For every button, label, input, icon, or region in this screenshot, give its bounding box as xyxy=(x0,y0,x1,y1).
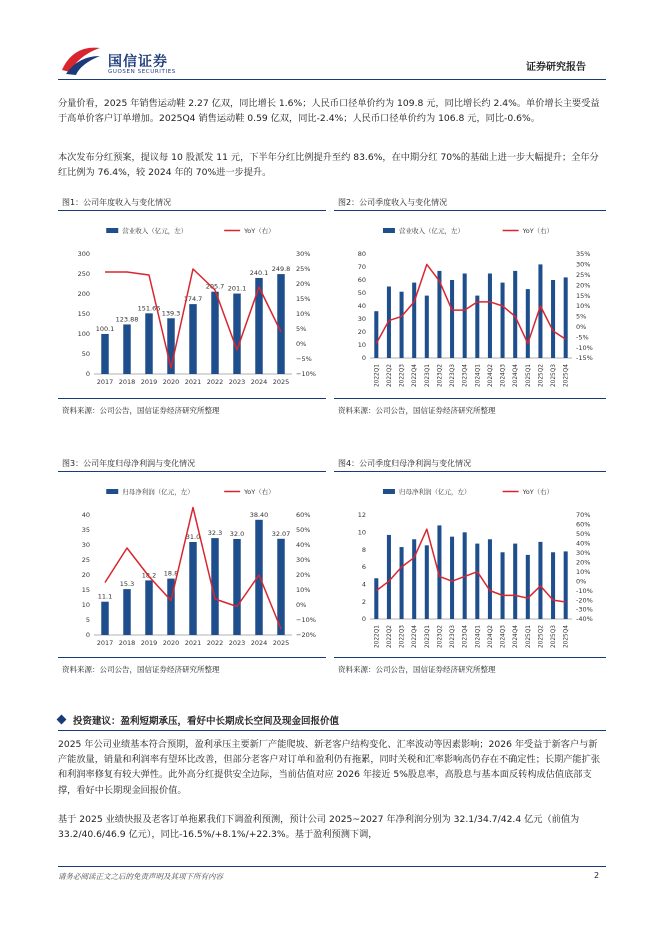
y-right-tick-label: −20% xyxy=(296,631,316,640)
y-left-tick-label: 30 xyxy=(357,315,366,324)
y-left-tick-label: 60 xyxy=(357,276,366,285)
y-right-tick-label: 20% xyxy=(576,281,591,290)
bar-data-label: 240.1 xyxy=(249,268,269,277)
legend-bar-swatch xyxy=(106,489,118,494)
legend-bar-label: 归母净利润（亿元，左） xyxy=(398,488,471,496)
x-tick-label: 2024Q4 xyxy=(513,364,520,388)
figure-3-chart xyxy=(58,475,326,655)
y-right-tick-label: 5% xyxy=(296,325,307,334)
y-right-tick-label: -10% xyxy=(576,343,593,352)
y-right-tick-label: -10% xyxy=(576,586,593,595)
y-right-tick-label: 30% xyxy=(576,260,591,269)
x-tick-label: 2020 xyxy=(162,378,180,386)
figure-3-rule xyxy=(58,471,326,472)
y-right-tick-label: 10% xyxy=(296,310,311,319)
y-left-tick-label: 80 xyxy=(357,250,366,259)
y-left-tick-label: 200 xyxy=(77,290,90,299)
y-right-tick-label: 20% xyxy=(576,558,591,567)
y-right-tick-label: -5% xyxy=(576,333,589,342)
x-tick-label: 2024Q3 xyxy=(500,364,507,388)
legend-line-label: YoY（右） xyxy=(522,488,554,496)
bar xyxy=(387,535,391,619)
bar-data-label: 11.1 xyxy=(97,592,113,601)
y-left-tick-label: 35 xyxy=(81,526,90,535)
y-right-tick-label: 50% xyxy=(296,526,311,535)
x-tick-label: 2024Q1 xyxy=(475,625,482,649)
y-right-tick-label: -15% xyxy=(576,354,593,363)
bar xyxy=(450,280,454,358)
y-right-tick-label: 30% xyxy=(296,556,311,565)
section-title-text: 投资建议：盈利短期承压，看好中长期成长空间及现金回报价值 xyxy=(73,716,340,727)
section-rule xyxy=(58,730,606,731)
y-right-tick-label: 0% xyxy=(576,323,587,331)
bar-data-label: 32.0 xyxy=(229,530,245,538)
x-tick-label: 2024Q2 xyxy=(487,625,494,649)
bar xyxy=(501,552,505,619)
x-tick-label: 2022Q4 xyxy=(412,364,419,388)
y-right-tick-label: 20% xyxy=(296,571,311,580)
x-tick-label: 2022Q3 xyxy=(399,364,406,388)
x-tick-label: 2021 xyxy=(184,639,202,647)
paragraph-dividend xyxy=(58,150,606,180)
x-tick-label: 2022 xyxy=(206,639,224,647)
bar-data-label: 139.3 xyxy=(161,309,181,318)
legend-bar-swatch xyxy=(383,489,395,494)
bar-data-label: 18.8 xyxy=(163,569,179,578)
bar-data-label: 201.1 xyxy=(227,284,247,293)
page-number: 2 xyxy=(594,871,600,880)
y-right-tick-label: 0% xyxy=(576,577,587,586)
y-left-tick-label: 10 xyxy=(357,528,366,537)
bar xyxy=(513,544,517,619)
y-right-tick-label: 10% xyxy=(576,302,591,311)
bar-data-label: 32.3 xyxy=(207,529,223,538)
bar xyxy=(277,539,284,635)
bar xyxy=(526,289,530,358)
y-left-tick-label: 0 xyxy=(361,354,366,363)
figure-3-bottom-rule xyxy=(58,657,326,658)
legend-line-label: YoY（右） xyxy=(522,227,554,235)
x-tick-label: 2023 xyxy=(228,378,246,386)
bar-data-label: 100.1 xyxy=(95,324,115,333)
figure-4-title: 图4：公司季度归母净利润与变化情况 xyxy=(338,459,472,468)
y-left-tick-label: 10 xyxy=(357,341,366,350)
x-tick-label: 2023Q1 xyxy=(424,364,431,388)
x-tick-label: 2023Q4 xyxy=(462,625,469,649)
bar xyxy=(501,283,505,358)
figure-4-source: 资料来源：公司公告，国信证券经济研究所整理 xyxy=(338,665,496,674)
figure-3-title: 图3：公司年度归母净利润与变化情况 xyxy=(62,459,196,468)
legend-bar-swatch xyxy=(383,228,395,233)
x-tick-label: 2019 xyxy=(140,639,158,647)
x-tick-label: 2025Q4 xyxy=(563,625,570,649)
bar xyxy=(233,294,240,374)
bar xyxy=(450,537,454,619)
bar xyxy=(123,589,130,635)
y-left-tick-label: 25 xyxy=(81,556,90,565)
figure-2-bottom-rule xyxy=(334,398,606,399)
bar xyxy=(538,542,542,619)
y-left-tick-label: 4 xyxy=(361,580,366,589)
bar xyxy=(145,580,152,635)
x-tick-label: 2025Q2 xyxy=(538,364,545,388)
logo-name: 国信证券 xyxy=(108,54,168,70)
bar xyxy=(400,547,404,619)
y-left-tick-label: 0 xyxy=(361,615,366,624)
y-left-tick-label: 50 xyxy=(357,289,366,298)
y-left-tick-label: 0 xyxy=(85,631,90,640)
y-right-tick-label: 15% xyxy=(296,295,311,304)
figure-3-source: 资料来源：公司公告，国信证券经济研究所整理 xyxy=(62,665,220,674)
section-paragraph-2 xyxy=(58,812,606,842)
y-right-tick-label: −5% xyxy=(296,355,312,364)
bar xyxy=(425,545,429,619)
y-left-tick-label: 12 xyxy=(357,511,366,520)
bar-data-label: 32.07 xyxy=(271,529,291,538)
figure-2-title: 图2：公司季度收入与变化情况 xyxy=(338,198,448,207)
x-tick-label: 2022Q3 xyxy=(399,625,406,649)
figure-4-chart xyxy=(334,475,606,655)
bar xyxy=(488,539,492,619)
x-tick-label: 2022Q2 xyxy=(386,364,393,388)
x-tick-label: 2024Q2 xyxy=(487,364,494,388)
bar xyxy=(425,296,429,358)
x-tick-label: 2023Q3 xyxy=(450,625,457,649)
bullet-diamond-icon xyxy=(57,715,67,725)
y-left-tick-label: 20 xyxy=(357,328,366,337)
x-tick-label: 2022 xyxy=(206,378,224,386)
report-type: 证券研究报告 xyxy=(526,62,586,73)
figure-2-chart xyxy=(334,214,606,394)
x-tick-label: 2017 xyxy=(96,378,114,386)
legend-line-label: YoY（右） xyxy=(244,488,275,496)
header xyxy=(0,0,662,80)
x-tick-label: 2019 xyxy=(140,378,158,386)
paragraph-text: 本次发布分红预案，提议每 10 股派发 11 元，下半年分红比例提升至约 83.6%，在中期分红 70%的基础上进一步大幅提升；全年分红比例为 76.4%，较 2024 年的 70%进一步提升。 xyxy=(58,152,599,179)
bar-data-label: 151.66 xyxy=(137,304,161,313)
bar-data-label: 205.7 xyxy=(205,282,225,291)
y-right-tick-label: 10% xyxy=(296,586,311,595)
x-tick-label: 2018 xyxy=(118,639,136,647)
x-tick-label: 2017 xyxy=(96,639,114,647)
y-left-tick-label: 100 xyxy=(77,330,90,339)
y-left-tick-label: 6 xyxy=(361,563,366,572)
bar xyxy=(374,578,378,619)
y-right-tick-label: 40% xyxy=(296,541,311,550)
y-left-tick-label: 8 xyxy=(361,545,366,554)
bar xyxy=(526,555,530,619)
y-left-tick-label: 40 xyxy=(81,511,90,520)
chart-legend xyxy=(106,226,274,235)
bar xyxy=(475,544,479,619)
legend-line-label: YoY（右） xyxy=(244,227,275,235)
bar-data-label: 15.3 xyxy=(119,580,135,589)
bar-data-label: 249.8 xyxy=(271,265,291,274)
x-tick-label: 2024Q3 xyxy=(500,625,507,649)
paragraph-text: 分量价看，2025 年销售运动鞋 2.27 亿双，同比增长 1.6%；人民币口径单价约为 109.8 元，同比增长约 2.4%。单价增长主要受益于高单价客户订单增加。2025Q4 销售运动鞋 0.59 亿双，同比-2.4%；人民币口径单价约为 106.8 元，同比-0.6%。 xyxy=(58,98,600,125)
bar-data-label: 18.2 xyxy=(141,571,157,580)
x-tick-label: 2021 xyxy=(184,378,202,386)
bar xyxy=(400,292,404,358)
x-tick-label: 2025 xyxy=(272,378,290,386)
x-tick-label: 2023Q1 xyxy=(424,625,431,649)
figure-1-rule xyxy=(58,210,326,211)
x-tick-label: 2022Q2 xyxy=(386,625,393,649)
figure-2-rule xyxy=(334,210,606,211)
bar xyxy=(145,313,152,374)
x-tick-label: 2023Q2 xyxy=(437,364,444,388)
header-divider xyxy=(58,79,606,80)
y-right-tick-label: -40% xyxy=(576,615,593,624)
bar xyxy=(564,277,568,358)
y-right-tick-label: 25% xyxy=(296,265,311,274)
x-tick-label: 2025 xyxy=(272,639,290,647)
y-left-tick-label: 250 xyxy=(77,270,90,279)
x-tick-label: 2022Q1 xyxy=(374,625,381,649)
paragraph-text: 2025 年公司业绩基本符合预期，盈利承压主要新厂产能爬坡、新老客户结构变化、汇率波动等因素影响；2026 年受益于新客户与新产能放量，销量和利润率有望环比改善，但部分老客户对订单和盈利仍有拖累，同时关税和汇率影响高仍存在不确定性；长期产能扩张和利润率修复有较大弹性。此外高分红提供安全边际，当前估值对应 2026 年接近 5%股息率，高股息与基本面反转构成估值底部支撑，看好中长期现金回报价值。 xyxy=(58,739,601,796)
x-tick-label: 2023Q4 xyxy=(462,364,469,388)
x-tick-label: 2024 xyxy=(250,378,268,386)
figure-1-bottom-rule xyxy=(58,398,326,399)
x-tick-label: 2023Q2 xyxy=(437,625,444,649)
y-left-tick-label: 0 xyxy=(85,370,90,379)
bar xyxy=(211,292,218,374)
legend-bar-label: 归母净利润（亿元，左） xyxy=(122,488,194,496)
y-right-tick-label: −10% xyxy=(296,370,316,379)
y-right-tick-label: 25% xyxy=(576,271,591,279)
x-tick-label: 2025Q1 xyxy=(525,364,532,388)
y-left-tick-label: 30 xyxy=(81,541,90,550)
x-tick-label: 2025Q4 xyxy=(563,364,570,388)
x-tick-label: 2025Q3 xyxy=(551,364,558,388)
legend-bar-label: 营业收入（亿元，左） xyxy=(398,227,464,235)
figure-1-title: 图1：公司年度收入与变化情况 xyxy=(62,198,172,207)
x-tick-label: 2024 xyxy=(250,639,268,647)
bar xyxy=(123,324,130,374)
section-heading xyxy=(58,713,339,727)
y-left-tick-label: 2 xyxy=(361,597,366,606)
y-left-tick-label: 10 xyxy=(81,601,90,610)
bar xyxy=(189,542,196,635)
y-right-tick-label: 35% xyxy=(576,250,591,259)
y-left-tick-label: 70 xyxy=(357,263,366,272)
chart-legend xyxy=(383,487,553,496)
y-right-tick-label: 0% xyxy=(296,601,307,610)
chart-legend xyxy=(383,226,553,235)
x-tick-label: 2024Q4 xyxy=(513,625,520,649)
paragraph-volume-price xyxy=(58,96,606,126)
x-tick-label: 2025Q3 xyxy=(551,625,558,649)
x-tick-label: 2025Q2 xyxy=(538,625,545,649)
y-right-tick-label: 60% xyxy=(296,511,311,520)
x-tick-label: 2018 xyxy=(118,378,136,386)
y-right-tick-label: 15% xyxy=(576,291,591,300)
bar xyxy=(551,280,555,358)
bar-data-label: 38.40 xyxy=(249,510,269,519)
footer-disclaimer: 请务必阅读正文之后的免责声明及其项下所有内容 xyxy=(58,872,223,881)
x-tick-label: 2024Q1 xyxy=(475,364,482,388)
x-tick-label: 2025Q1 xyxy=(525,625,532,649)
figure-1-source: 资料来源：公司公告，国信证券经济研究所整理 xyxy=(62,406,220,415)
bar-data-label: 174.7 xyxy=(183,295,203,304)
y-right-tick-label: 40% xyxy=(576,539,591,548)
y-left-tick-label: 50 xyxy=(81,350,90,359)
legend-bar-swatch xyxy=(106,228,118,233)
footer-divider xyxy=(58,866,606,867)
x-tick-label: 2020 xyxy=(162,639,180,647)
bar xyxy=(233,539,240,635)
y-left-tick-label: 5 xyxy=(85,616,90,625)
bar-data-label: 31.0 xyxy=(185,533,201,541)
figure-2-source: 资料来源：公司公告，国信证券经济研究所整理 xyxy=(338,406,496,415)
y-right-tick-label: 30% xyxy=(576,549,591,558)
bar xyxy=(412,283,416,358)
yoy-line xyxy=(376,529,565,602)
bar xyxy=(189,304,196,374)
y-right-tick-label: -30% xyxy=(576,605,593,614)
x-tick-label: 2022Q1 xyxy=(374,364,381,388)
y-left-tick-label: 150 xyxy=(77,310,90,319)
bar xyxy=(463,274,467,359)
bar xyxy=(277,274,284,374)
x-tick-label: 2023 xyxy=(228,639,246,647)
y-right-tick-label: 70% xyxy=(576,511,591,520)
x-tick-label: 2023Q3 xyxy=(450,364,457,388)
y-right-tick-label: −10% xyxy=(296,616,316,625)
figure-4-rule xyxy=(334,471,606,472)
figure-4-bottom-rule xyxy=(334,657,606,658)
bar-data-label: 123.88 xyxy=(115,315,139,324)
bar xyxy=(475,296,479,358)
y-right-tick-label: 60% xyxy=(576,520,591,529)
x-tick-label: 2022Q4 xyxy=(412,625,419,649)
y-left-tick-label: 40 xyxy=(357,302,366,311)
section-paragraph-1 xyxy=(58,737,606,798)
y-left-tick-label: 20 xyxy=(81,571,90,580)
y-right-tick-label: -20% xyxy=(576,596,593,605)
bar xyxy=(564,551,568,619)
legend-bar-label: 营业收入（亿元，左） xyxy=(122,227,188,235)
logo-english: GUOSEN SECURITIES xyxy=(108,69,176,75)
y-left-tick-label: 300 xyxy=(77,250,90,259)
bar xyxy=(551,552,555,619)
y-right-tick-label: 0% xyxy=(296,340,307,349)
chart-legend xyxy=(106,487,274,496)
y-right-tick-label: 5% xyxy=(576,312,587,321)
bar xyxy=(255,520,262,635)
y-right-tick-label: 30% xyxy=(296,250,311,259)
y-right-tick-label: 10% xyxy=(576,567,591,576)
bar xyxy=(374,311,378,358)
bar xyxy=(101,602,108,635)
y-left-tick-label: 15 xyxy=(81,586,90,595)
bar xyxy=(488,274,492,359)
yoy-line xyxy=(376,264,565,343)
guosen-logo-icon xyxy=(60,44,102,76)
y-right-tick-label: 50% xyxy=(576,530,591,539)
y-right-tick-label: 20% xyxy=(296,280,311,289)
figure-1-chart xyxy=(58,214,326,394)
bar xyxy=(101,334,108,374)
paragraph-text: 基于 2025 业绩快报及老客订单拖累我们下调盈利预测，预计公司 2025~2027 年净利润分别为 32.1/34.7/42.4 亿元（前值为 33.2/40.6/46.9 亿元），同比-16.5%/+8.1%/+22.3%。基于盈利预测下调， xyxy=(58,814,580,841)
bar xyxy=(412,539,416,619)
